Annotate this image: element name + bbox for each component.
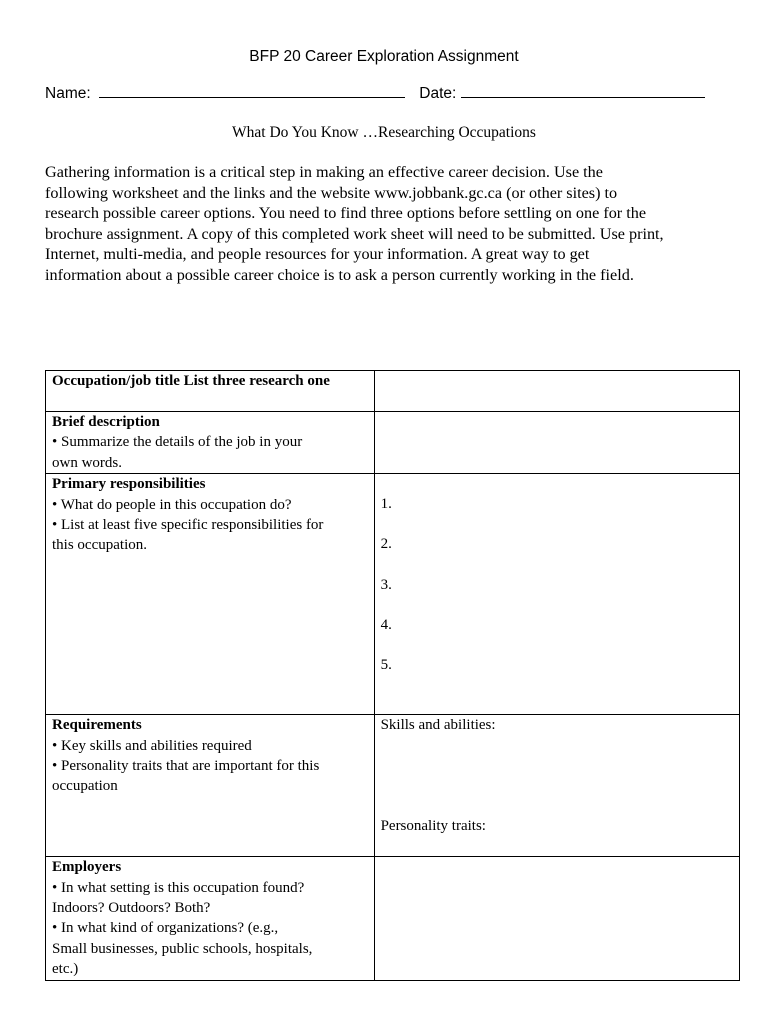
responsibility-number: 1. bbox=[380, 496, 392, 513]
date-field[interactable] bbox=[461, 83, 705, 98]
description-label-cell bbox=[46, 412, 375, 474]
responsibilities-number-list bbox=[381, 474, 733, 695]
document-title: BFP 20 Career Exploration Assignment bbox=[249, 48, 519, 65]
responsibilities-label-cell bbox=[46, 474, 375, 715]
employers-heading: Employers bbox=[52, 859, 122, 876]
section-subtitle: What Do You Know …Researching Occupations bbox=[232, 124, 536, 141]
description-answer-cell[interactable] bbox=[374, 412, 739, 474]
responsibilities-answer-cell[interactable] bbox=[374, 474, 739, 715]
employers-bullet: etc.) bbox=[52, 961, 79, 978]
occupation-answer-cell[interactable] bbox=[374, 371, 739, 412]
requirements-bullet: • Key skills and abilities required bbox=[52, 737, 252, 754]
employers-bullet: Small businesses, public schools, hospitals, bbox=[52, 940, 313, 957]
table-row-employers bbox=[46, 857, 740, 980]
requirements-answer-cell[interactable] bbox=[374, 715, 739, 857]
employers-bullet: • In what kind of organizations? (e.g., bbox=[52, 920, 279, 937]
intro-line: research possible career options. You need to find three options before settling on one for the bbox=[45, 204, 647, 223]
table-row-requirements bbox=[46, 715, 740, 857]
personality-traits-label: Personality traits: bbox=[380, 817, 486, 834]
employers-answer-cell[interactable] bbox=[374, 857, 739, 980]
table-row-description bbox=[46, 412, 740, 474]
table-row-responsibilities bbox=[46, 474, 740, 715]
responsibilities-bullet: • List at least five specific responsibilities for bbox=[52, 517, 324, 534]
intro-line: Gathering information is a critical step in making an effective career decision. Use the bbox=[45, 163, 603, 181]
requirements-heading: Requirements bbox=[52, 717, 142, 734]
name-field[interactable] bbox=[99, 83, 405, 98]
responsibility-number: 2. bbox=[380, 536, 392, 553]
intro-line: information about a possible career choice is to ask a person currently working in the field. bbox=[45, 265, 634, 284]
responsibility-number: 4. bbox=[380, 616, 392, 633]
date-label: Date: bbox=[419, 85, 457, 102]
intro-line: brochure assignment. A copy of this completed work sheet will need to be submitted. Use print, bbox=[45, 224, 664, 243]
intro-line: Internet, multi-media, and people resources for your information. A great way to get bbox=[45, 245, 590, 264]
description-bullet: own words. bbox=[52, 454, 122, 471]
occupation-label-cell bbox=[46, 371, 375, 412]
requirements-bullet: • Personality traits that are important for this bbox=[52, 758, 320, 775]
responsibility-number: 5. bbox=[380, 656, 392, 673]
responsibility-number: 3. bbox=[380, 576, 392, 593]
employers-bullet: • In what setting is this occupation found? bbox=[52, 879, 305, 896]
skills-abilities-label: Skills and abilities: bbox=[380, 717, 496, 734]
intro-paragraph bbox=[45, 162, 735, 286]
description-heading: Brief description bbox=[52, 414, 160, 430]
occupation-heading: Occupation/job title List three research one bbox=[52, 373, 330, 389]
employers-label-cell bbox=[46, 857, 375, 980]
employers-bullet: Indoors? Outdoors? Both? bbox=[52, 900, 211, 917]
responsibilities-heading: Primary responsibilities bbox=[52, 476, 206, 493]
requirements-label-cell bbox=[46, 715, 375, 857]
name-label: Name: bbox=[45, 85, 91, 102]
table-row-occupation bbox=[46, 371, 740, 412]
requirements-bullet: occupation bbox=[52, 778, 118, 795]
name-date-line bbox=[45, 83, 735, 103]
research-worksheet-table bbox=[45, 370, 740, 981]
responsibilities-bullet: this occupation. bbox=[52, 537, 147, 554]
intro-line: following worksheet and the links and the website www.jobbank.gc.ca (or other sites) to bbox=[45, 183, 618, 202]
responsibilities-bullet: • What do people in this occupation do? bbox=[52, 496, 292, 513]
description-bullet: • Summarize the details of the job in your bbox=[52, 434, 303, 451]
